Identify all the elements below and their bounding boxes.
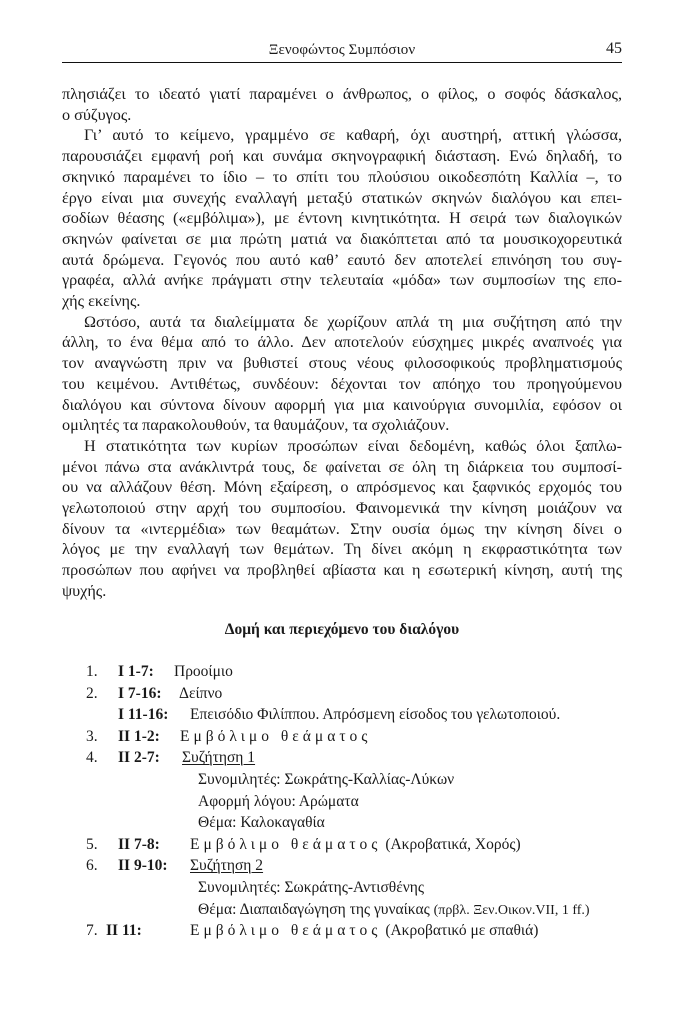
- text-line: παρουσιάζει εμφανή ροή και συνάμα σκηνογραφική διάσταση. Ενώ δηλαδή, το: [62, 147, 622, 166]
- item-number: 2.: [86, 684, 98, 702]
- text-line: Η στατικότητα των κυρίων προσώπων είναι δεδομένη, καθώς όλοι ξαπλω-: [84, 436, 622, 455]
- outline-detail: [86, 791, 626, 813]
- item-number: 3.: [86, 727, 98, 745]
- outline-detail: [86, 769, 626, 791]
- header-rule: [62, 62, 622, 63]
- text-line: δίνουν τα «ιντερμέδια» των θεαμάτων. Στην ουσία όμως την κίνηση δίνει ο: [62, 519, 622, 538]
- outline-item: [86, 661, 626, 683]
- passage-ref: II 1-2:: [118, 727, 160, 745]
- item-text-group: [190, 920, 538, 942]
- text-line: λόγος με την εναλλαγή των θεμάτων. Τη δίνει ακόμη η εκφραστικότητα των: [62, 540, 622, 559]
- text-line: ομιλητές τα παρακολουθούν, τα θαυμάζουν, τα σχολιάζουν.: [62, 416, 450, 435]
- outline-item: [86, 920, 626, 942]
- detail-text: Θέμα: Καλοκαγαθία: [198, 814, 325, 832]
- text-line: τον αναγνώστη πριν να βυθιστεί στους νέους φιλοσοφικούς προβληματισμούς: [62, 354, 622, 373]
- passage-ref: II 11:: [106, 922, 142, 940]
- item-text: Εμβόλιμο θεάματος: [190, 922, 382, 940]
- text-line: προσώπων που αφήνει να προβληθεί αβίαστα και η εσωτερική κίνηση, αυτή της: [62, 561, 622, 580]
- text-line: γραφέα, αλλά ανήκε πράγματι στην τελευταία «μόδα» των συμποσίων της επο-: [62, 271, 622, 290]
- body-text: [62, 84, 622, 602]
- item-text: Δείπνο: [179, 684, 223, 702]
- detail-text: Συνομιλητές: Σωκράτης-Αντισθένης: [198, 878, 424, 896]
- detail-text: Θέμα: Διαπαιδαγώγηση της γυναίκας: [198, 900, 430, 918]
- outline-detail: [86, 899, 626, 921]
- text-line: άλλη, το ένα θέμα από το άλλο. Δεν αποτελούν εύσχημες μικρές αναπνοές για: [62, 333, 622, 352]
- item-text: Εμβόλιμο θεάματος: [190, 835, 382, 853]
- item-number: 4.: [86, 749, 98, 767]
- running-header: [62, 0, 622, 62]
- item-text: Επεισόδιο Φιλίππου. Απρόσμενη είσοδος του γελωτοποιού.: [190, 706, 561, 724]
- detail-text-group: [198, 899, 590, 922]
- paragraph-4: [62, 436, 622, 602]
- outline-subitem: [86, 704, 626, 726]
- page-number: 45: [606, 40, 622, 57]
- detail-text: Αφορμή λόγου: Αρώματα: [198, 792, 359, 810]
- item-number: 5.: [86, 835, 98, 853]
- detail-note: (πρβλ. Ξεν.Οικον.VII, 1 ff.): [433, 902, 590, 918]
- text-line: διαλόγου και σύντονα δίνουν αφορμή για μια καινούργια συνομιλία, εφόσον οι: [62, 395, 622, 414]
- running-title: Ξενοφώντος Συμπόσιον: [268, 42, 416, 58]
- outline-item: [86, 683, 626, 705]
- outline-item: [86, 834, 626, 856]
- text-line: πλησιάζει το ιδεατό γιατί παραμένει ο άνθρωπος, ο φίλος, ο σοφός δάσκαλος,: [62, 85, 622, 103]
- outline-item: [86, 747, 626, 769]
- text-line: σκηνών φαίνεται σε μια πρώτη ματιά να διακόπτεται από τα μουσικοχορευτικά: [62, 229, 622, 248]
- passage-ref: I 11-16:: [118, 706, 169, 724]
- dialogue-outline: [86, 661, 626, 942]
- text-line: ου να αλλάζουν θέση. Μόνη εξαίρεση, ο απρόσμενος και ξαφνικός ερχομός του: [62, 478, 622, 497]
- text-line: Γι’ αυτό το κείμενο, γραμμένο σε καθαρή, όχι αυστηρή, αττική γλώσσα,: [84, 126, 622, 145]
- text-line: χής εκείνης.: [62, 292, 141, 311]
- item-note: (Ακροβατικό με σπαθιά): [385, 922, 539, 940]
- text-line: του κειμένου. Αντιθέτως, συνδέουν: δέχονται τον απόηχο του προηγούμενου: [62, 374, 622, 393]
- outline-item: [86, 855, 626, 877]
- passage-ref: II 7-8:: [118, 835, 160, 853]
- passage-ref: I 7-16:: [118, 684, 162, 702]
- item-number: 6.: [86, 857, 98, 875]
- passage-ref: I 1-7:: [118, 663, 154, 680]
- text-line: Ωστόσο, αυτά τα διαλείμματα δε χωρίζουν απλά τη μια συζήτηση από την: [84, 312, 622, 331]
- item-number: 7.: [86, 922, 98, 940]
- text-line: σοδίων θέασης («εμβόλιμα»), με έντονη κινητικότητα. Η σειρά των διαλογικών: [62, 209, 622, 228]
- text-line: ψυχής.: [62, 581, 107, 600]
- book-page: [62, 0, 622, 940]
- outline-detail: [86, 812, 626, 834]
- text-line: έργο είναι μια συνεχής εναλλαγή μεταξύ στατικών σκηνών διαλόγου και επει-: [62, 188, 622, 207]
- outline-item: [86, 726, 626, 748]
- paragraph-1: [62, 84, 622, 125]
- item-text: Συζήτηση 2: [190, 857, 264, 875]
- outline-detail: [86, 877, 626, 899]
- item-text-group: [190, 834, 521, 856]
- section-heading: Δομή και περιεχόμενο του διαλόγου: [224, 621, 460, 638]
- item-text: Συζήτηση 1: [182, 749, 256, 767]
- text-line: ο σύζυγος.: [62, 105, 132, 124]
- item-text: Εμβόλιμο θεάματος: [180, 727, 372, 745]
- passage-ref: II 2-7:: [118, 749, 160, 767]
- detail-text: Συνομιλητές: Σωκράτης-Καλλίας-Λύκων: [198, 770, 455, 788]
- item-note: (Ακροβατικά, Χορός): [385, 835, 521, 853]
- item-number: 1.: [86, 663, 98, 680]
- text-line: μένοι πάνω στα ανάκλιντρά τους, δε φαίνεται σε όλη τη διάρκεια του συμποσί-: [62, 457, 622, 476]
- text-line: γελωτοποιού στην αρχή του συμποσίου. Φαινομενικά την κίνηση μοιάζουν να: [62, 499, 622, 518]
- paragraph-3: [62, 312, 622, 436]
- passage-ref: II 9-10:: [118, 857, 168, 875]
- item-text: Προοίμιο: [174, 663, 233, 680]
- paragraph-2: [62, 125, 622, 311]
- text-line: σκηνικό παραμένει το ίδιο – το σπίτι του πλούσιου οικοδεσπότη Καλλία –, το: [62, 167, 622, 186]
- text-line: αυτά δρώμενα. Γεγονός που αυτό καθ’ εαυτό δεν αποτελεί επινόηση του συγ-: [62, 250, 622, 269]
